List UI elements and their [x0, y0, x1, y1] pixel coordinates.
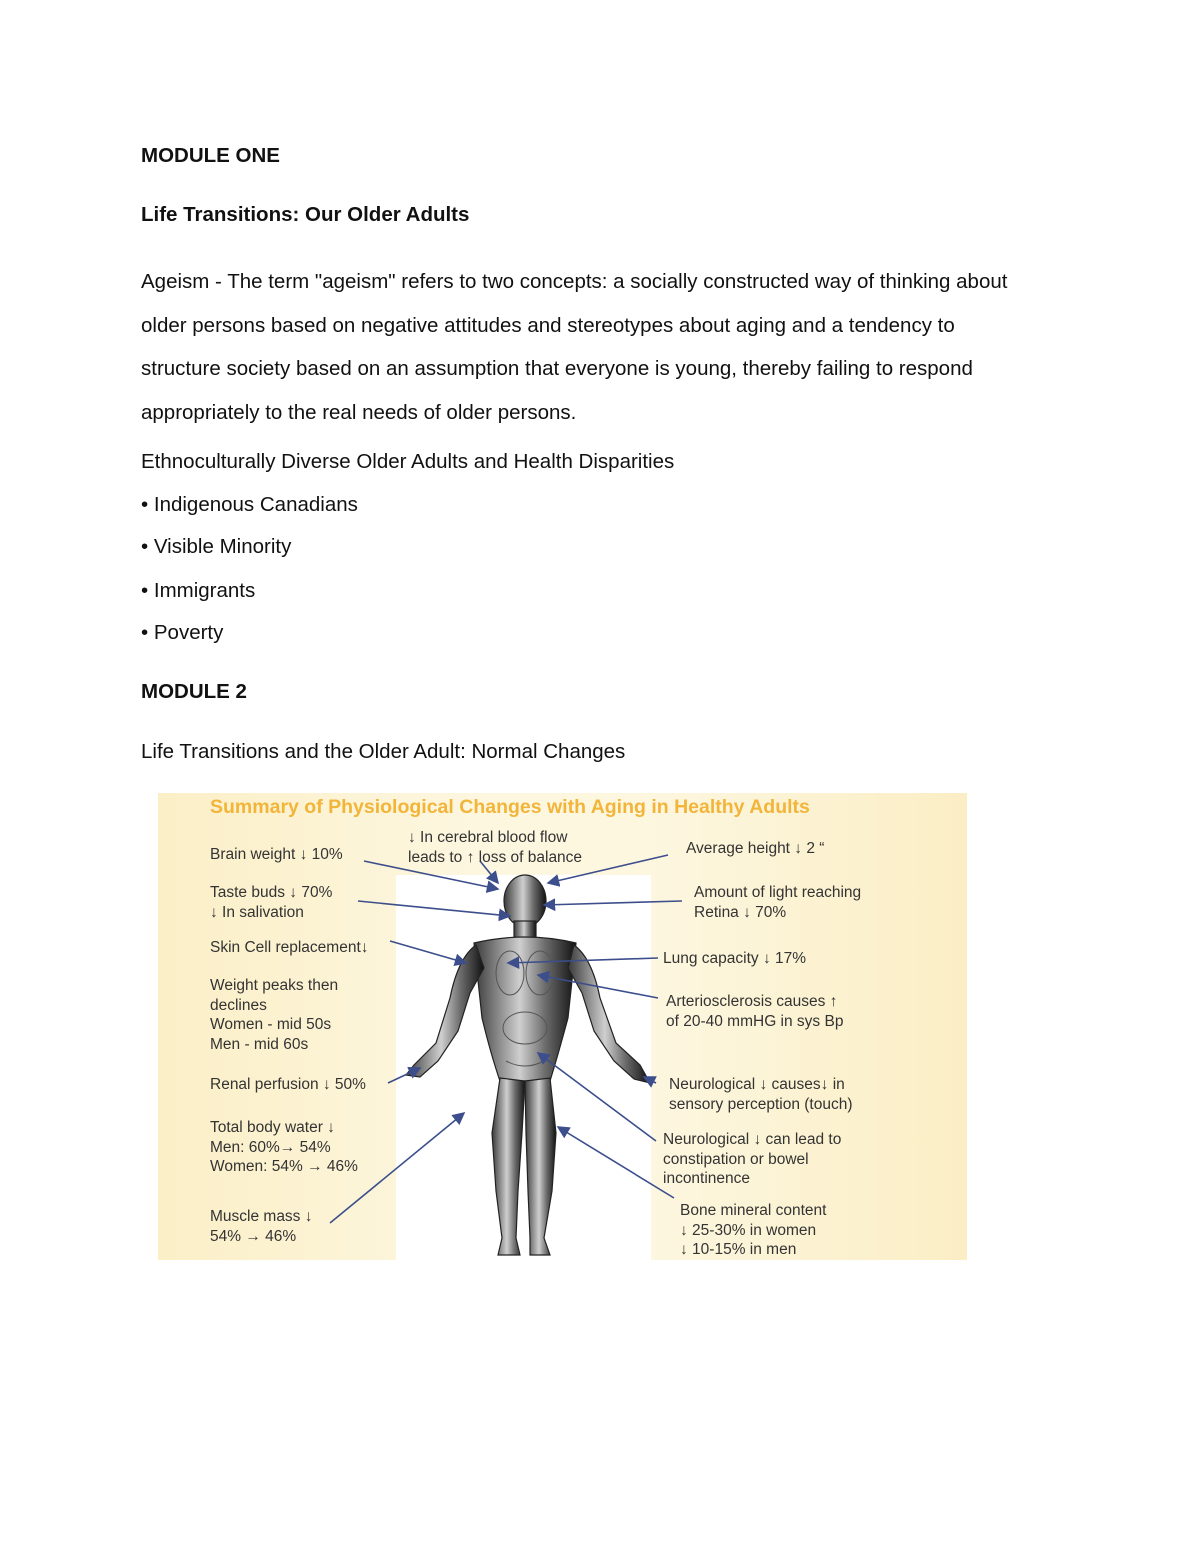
lung-capacity-label [663, 949, 806, 969]
ageism-line: structure society based on an assumption that everyone is young, thereby failing to respond [141, 357, 973, 380]
label-line: ↓ In salivation [210, 903, 304, 921]
label-line: Amount of light reaching [694, 884, 862, 901]
figure-title: Summary of Physiological Changes with Aging in Healthy Adults [210, 796, 810, 818]
label-line: ↓ 25-30% in women [680, 1221, 817, 1239]
label-line: constipation or bowel [663, 1150, 809, 1168]
average-height-label [686, 839, 824, 859]
label-line: ↓ In cerebral blood flow [408, 829, 568, 846]
skin-cell-label [210, 938, 369, 958]
label-line: leads to ↑ loss of balance [408, 848, 583, 866]
label-line: incontinence [663, 1170, 751, 1188]
label-line: Weight peaks then [210, 977, 339, 994]
ageism-line: appropriately to the real needs of older persons. [141, 400, 577, 424]
module-one-heading: MODULE ONE [141, 144, 280, 167]
renal-perfusion-label [210, 1075, 366, 1095]
label-line: Lung capacity ↓ 17% [663, 950, 807, 967]
neuro-bowel-label [663, 1130, 841, 1189]
arteriosclerosis-label [666, 992, 843, 1031]
taste-buds-label [210, 883, 332, 922]
neuro-sensory-label [669, 1075, 853, 1114]
label-line: ↓ 10-15% in men [680, 1241, 797, 1259]
retina-light-label [694, 883, 861, 922]
weight-label [210, 976, 338, 1054]
label-line: Muscle mass ↓ [210, 1208, 313, 1225]
label-line: 54% → 46% [210, 1227, 297, 1245]
ageism-line: Ageism - The term "ageism" refers to two concepts: a socially constructed way of thinking about [141, 270, 1008, 293]
label-line: sensory perception (touch) [669, 1095, 853, 1113]
label-line: Skin Cell replacement↓ [210, 939, 369, 956]
brain-weight-label [210, 845, 343, 865]
label-line: Retina ↓ 70% [694, 903, 787, 921]
bullet-item: • Visible Minority [141, 535, 292, 558]
label-line: Neurological ↓ causes↓ in [669, 1076, 845, 1093]
diversity-heading: Ethnoculturally Diverse Older Adults and Health Disparities [141, 450, 675, 473]
bullet-item: • Indigenous Canadians [141, 493, 358, 516]
label-line: of 20-40 mmHG in sys Bp [666, 1012, 844, 1030]
bullet-item: • Immigrants [141, 579, 256, 602]
label-line: Neurological ↓ can lead to [663, 1131, 842, 1148]
bullet-item: • Poverty [141, 621, 224, 644]
ageism-paragraph [141, 260, 1071, 434]
label-line: Women: 54% → 46% [210, 1158, 358, 1176]
label-line: Brain weight ↓ 10% [210, 846, 343, 863]
label-line: Arteriosclerosis causes ↑ [666, 993, 838, 1010]
label-line: declines [210, 996, 267, 1014]
physiological-changes-figure [158, 793, 967, 1260]
ageism-line: older persons based on negative attitudes and stereotypes about aging and a tendency to [141, 313, 955, 337]
label-line: Taste buds ↓ 70% [210, 884, 333, 901]
cerebral-blood-flow-label [408, 828, 582, 867]
muscle-mass-label [210, 1207, 313, 1246]
label-line: Renal perfusion ↓ 50% [210, 1076, 366, 1093]
label-line: Bone mineral content [680, 1202, 827, 1219]
label-line: Women - mid 50s [210, 1016, 332, 1034]
module-two-subheading: Life Transitions and the Older Adult: Normal Changes [141, 740, 626, 763]
label-line: Total body water ↓ [210, 1119, 335, 1136]
label-line: Men: 60%→ 54% [210, 1138, 331, 1156]
module-two-heading: MODULE 2 [141, 680, 247, 703]
label-line: Average height ↓ 2 “ [686, 840, 825, 857]
body-water-label [210, 1118, 358, 1177]
label-line: Men - mid 60s [210, 1035, 309, 1053]
module-one-subheading: Life Transitions: Our Older Adults [141, 203, 470, 226]
bone-mineral-label [680, 1201, 826, 1260]
